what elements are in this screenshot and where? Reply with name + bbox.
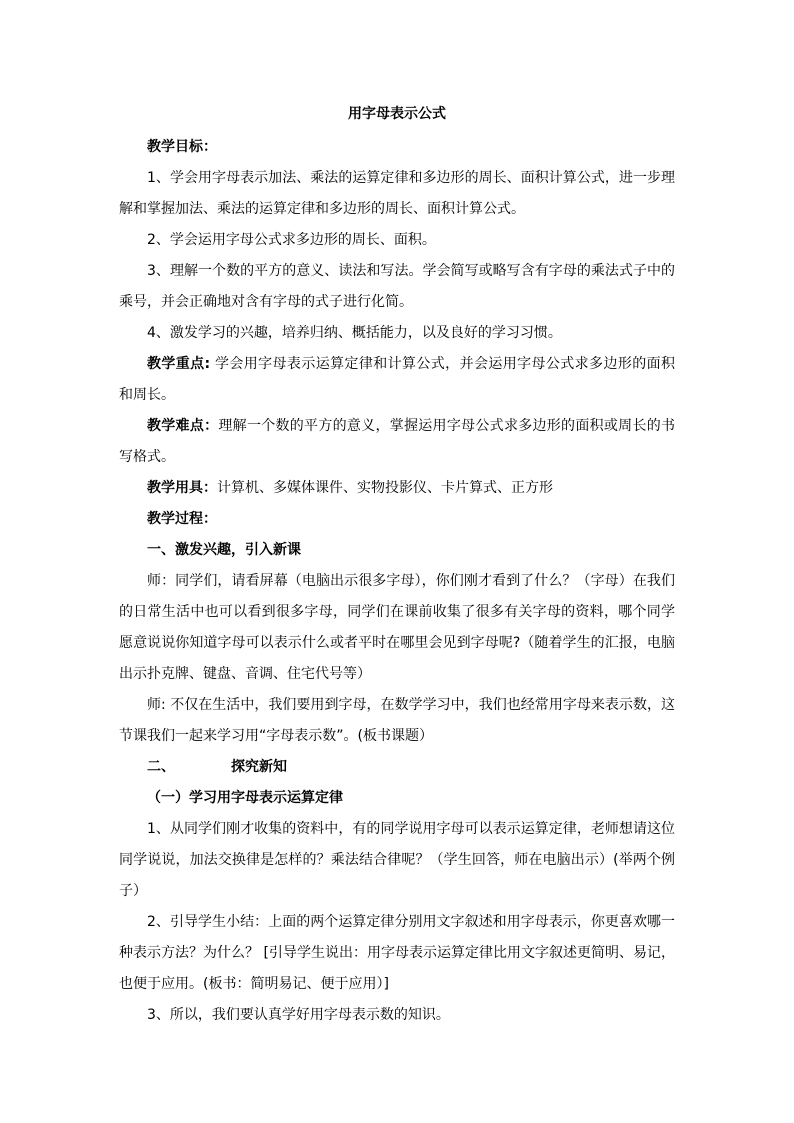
- objective-item: 3、理解一个数的平方的意义、读法和写法。学会简写或略写含有字母的乘法式子中的乘号，并会正确地对含有字母的式子进行化简。: [119, 263, 675, 310]
- subsection1-heading: （一）学习用字母表示运算定律: [147, 790, 343, 806]
- section1-paragraph: 师：同学们，请看屏幕（电脑出示很多字母），你们刚才看到了什么？（字母）在我们的日常生活中也可以看到很多字母，同学们在课前收集了很多有关字母的资料，哪个同学愿意说说你知道字母可以表示什么或者平时在哪里会见到字母呢?（随着学生的汇报，电脑出示扑克牌、键盘、音调、住宅代号等）: [119, 573, 675, 682]
- subsection1-paragraph: 2、引导学生小结：上面的两个运算定律分别用文字叙述和用字母表示，你更喜欢哪一种表示方法？为什么？ [引导学生说出：用字母表示运算定律比用文字叙述更简明、易记，也便于应用。(板书：简明易记、便于应用）]: [119, 914, 675, 992]
- section1-heading: 一、激发兴趣，引入新课: [147, 542, 301, 558]
- process-heading: 教学过程：: [147, 511, 217, 527]
- difficulty-label: 教学难点：: [147, 418, 219, 434]
- objective-item: 1、学会用字母表示加法、乘法的运算定律和多边形的周长、面积计算公式，进一步理解和掌握加法、乘法的运算定律和多边形的周长、面积计算公式。: [119, 170, 675, 217]
- subsection1-paragraph: 1、从同学们刚才收集的资料中，有的同学说用字母可以表示运算定律，老师想请这位同学说说，加法交换律是怎样的？乘法结合律呢？（学生回答，师在电脑出示）(举两个例子）: [119, 821, 675, 899]
- section1-paragraph: 师: 不仅在生活中，我们要用到字母，在数学学习中，我们也经常用字母来表示数，这节课我们一起来学习用“字母表示数”。(板书课题）: [119, 697, 675, 744]
- difficulty-text: 理解一个数的平方的意义，掌握运用字母公式求多边形的面积或周长的书写格式。: [119, 418, 675, 465]
- tools-paragraph: [119, 473, 675, 504]
- key-point-text: 学会用字母表示运算定律和计算公式，并会运用字母公式求多边形的面积和周长。: [119, 356, 675, 403]
- document-body: [119, 132, 675, 1031]
- objective-item: 4、激发学习的兴趣，培养归纳、概括能力，以及良好的学习习惯。: [147, 325, 562, 341]
- section2-text: 探究新知: [231, 759, 287, 775]
- objective-item: 2、学会运用字母公式求多边形的周长、面积。: [147, 232, 436, 248]
- document-title: 用字母表示公式: [348, 106, 446, 122]
- tools-text: 计算机、多媒体课件、实物投影仪、卡片算式、正方形: [217, 480, 553, 496]
- section2-number: 二、: [147, 759, 175, 775]
- subsection1-paragraph: 3、所以，我们要认真学好用字母表示数的知识。: [147, 1007, 450, 1023]
- section2-heading: [119, 752, 675, 783]
- objectives-heading: 教学目标：: [147, 139, 217, 155]
- tools-label: 教学用具：: [147, 480, 217, 496]
- difficulty-paragraph: [119, 411, 675, 473]
- key-point-label: 教学重点:: [147, 356, 211, 372]
- key-point-paragraph: [119, 349, 675, 411]
